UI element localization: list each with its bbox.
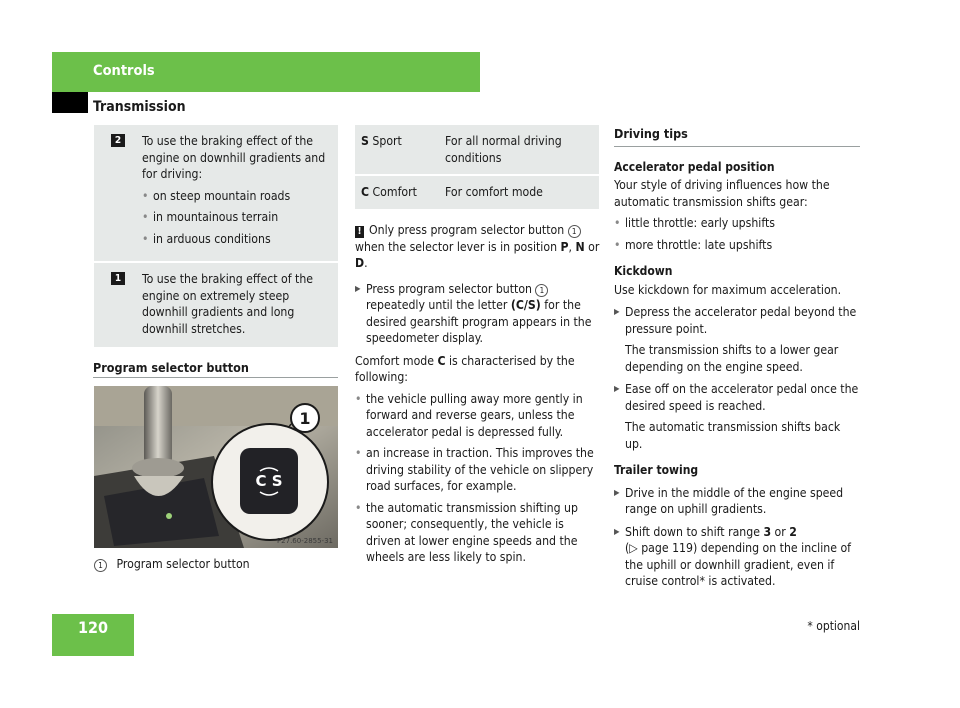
heading-rule — [93, 377, 338, 378]
gear-description: To use the braking effect of the engine on downhill gradients and for driving: — [142, 134, 326, 181]
list-item: • little throttle: early upshifts — [614, 215, 860, 232]
accel-heading: Accelerator pedal position — [614, 159, 775, 174]
step-result: The transmission shifts to a lower gear depending on the engine speed. — [625, 343, 839, 374]
instruction-step: ▶ Shift down to shift range 3 or 2 (▷ page 119) depending on the incline of the uphill or downhill gradient, even if cruise control* is activated. — [614, 524, 860, 590]
accel-text: Your style of driving influences how the automatic transmission shifts gear: — [614, 178, 830, 209]
list-item: • an increase in traction. This improves the driving stability of the vehicle on slippery road surfaces, for example. — [355, 445, 601, 495]
list-item: • in mountainous terrain — [142, 209, 334, 226]
gear-key: 1 — [111, 272, 125, 285]
warning-icon: ! — [355, 226, 364, 238]
instruction-step: ▶ Ease off on the accelerator pedal once the desired speed is reached. — [614, 381, 860, 414]
instruction-step: ▶ Depress the accelerator pedal beyond the pressure point. — [614, 304, 860, 337]
step-result: The automatic transmission shifts back up. — [625, 420, 841, 451]
list-item: • the vehicle pulling away more gently in forward and reverse gears, unless the accelerator pedal is depressed fully. — [355, 391, 601, 441]
program-table — [355, 125, 599, 211]
program-selector-text — [355, 222, 601, 566]
kickdown-text: Use kickdown for maximum acceleration. — [614, 282, 842, 297]
trailer-heading: Trailer towing — [614, 463, 699, 477]
list-item: • in arduous conditions — [142, 231, 334, 248]
kickdown-heading: Kickdown — [614, 264, 673, 278]
table-row — [94, 125, 338, 261]
program-selector-photo — [94, 386, 338, 548]
photo-callout: 1 — [299, 409, 311, 428]
table-row — [94, 263, 338, 347]
instruction-step: ▶ Drive in the middle of the engine speed range on uphill gradients. — [614, 485, 860, 518]
gear-key: 2 — [111, 134, 125, 147]
program-description: For all normal driving conditions — [445, 134, 562, 165]
list-item: • the automatic transmission shifting up sooner; consequently, the vehicle is driven at lower engine speeds and the wheels are less likely to spin. — [355, 500, 601, 566]
list-item: • on steep mountain roads — [142, 188, 334, 205]
instruction-step: ▶ Press program selector button 1 repeatedly until the letter (C/S) for the desired gearshift program appears in the speedometer display. — [355, 281, 601, 347]
page-number: 120 — [77, 618, 109, 637]
photo-caption: 1 Program selector button — [94, 556, 250, 573]
gear-description: To use the braking effect of the engine on extremely steep downhill gradients and long downhill stretches. — [142, 272, 314, 336]
chapter-title: Controls — [93, 63, 155, 79]
svg-text:C S: C S — [255, 472, 283, 490]
section-title: Transmission — [93, 99, 186, 115]
comfort-intro: Comfort mode C is characterised by the following: — [355, 353, 575, 384]
table-row: S Sport For all normal driving conditions — [355, 125, 599, 174]
photo-code: P27.60-2855-31 — [276, 537, 333, 545]
gear-range-table — [94, 125, 338, 349]
list-item: • more throttle: late upshifts — [614, 237, 860, 254]
driving-tips-heading: Driving tips — [614, 126, 688, 141]
program-description: For comfort mode — [445, 185, 543, 199]
program-selector-heading: Program selector button — [93, 360, 249, 375]
heading-rule — [614, 146, 860, 147]
table-row: C Comfort For comfort mode — [355, 176, 599, 209]
driving-tips-section — [614, 126, 860, 590]
warning-note: ! Only press program selector button 1 when the selector lever is in position P, N or D. — [355, 223, 600, 270]
section-marker — [52, 92, 88, 113]
footnote: * optional — [807, 619, 860, 633]
